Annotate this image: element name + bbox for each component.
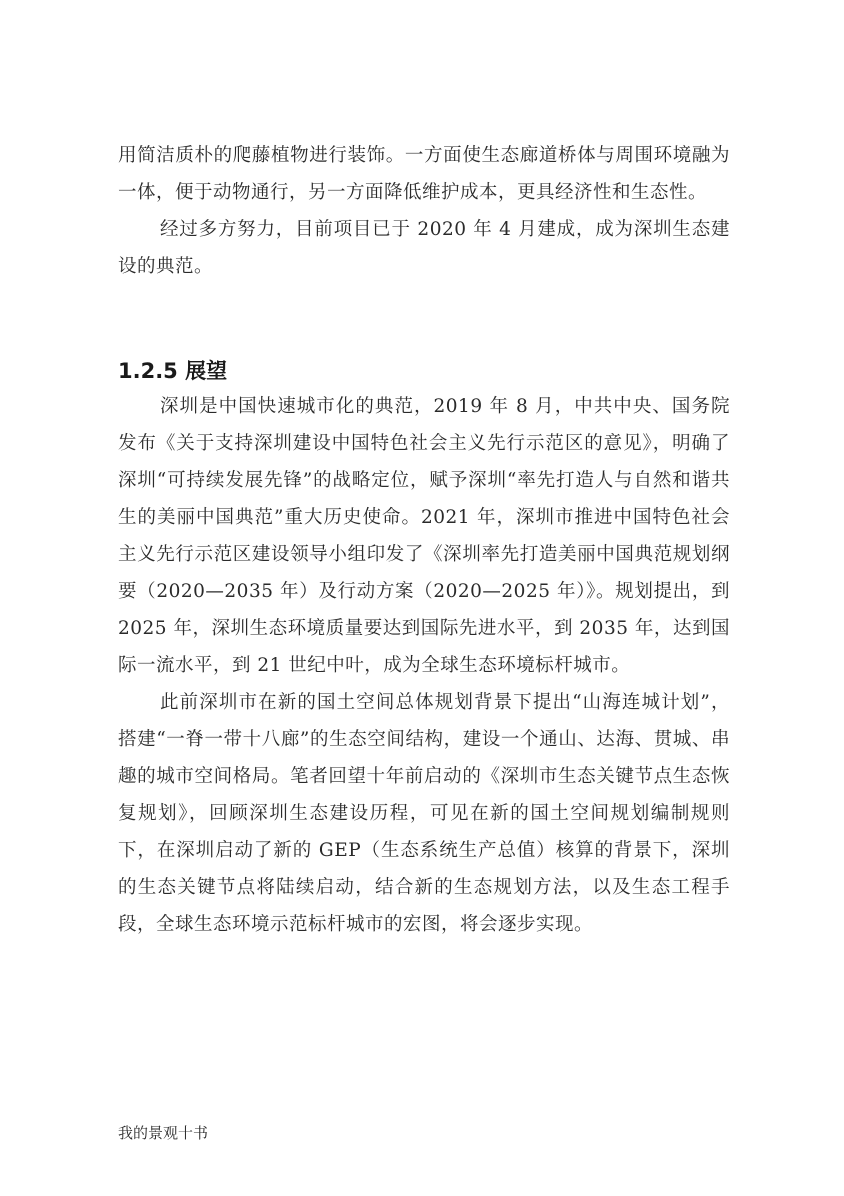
outlook-section: [118, 388, 730, 943]
outlook-paragraph-1: 深圳是中国快速城市化的典范，2019 年 8 月，中共中央、国务院发布《关于支持深圳建设中国特色社会主义先行示范区的意见》，明确了深圳“可持续发展先锋”的战略定位，赋予深圳“率先打造人与自然和谐共生的美丽中国典范”重大历史使命。2021 年，深圳市推进中国特色社会主义先行示范区建设领导小组印发了《深圳率先打造美丽中国典范规划纲要（2020—2035 年）及行动方案（2020—2025 年）》。规划提出，到 2025 年，深圳生态环境质量要达到国际先进水平，到 2035 年，达到国际一流水平，到 21 世纪中叶，成为全球生态环境标杆城市。: [118, 396, 730, 676]
intro-paragraph-continued: 用简洁质朴的爬藤植物进行装饰。一方面使生态廊道桥体与周围环境融为一体，便于动物通行，另一方面降低维护成本，更具经济性和生态性。: [118, 145, 730, 203]
section-heading: 1.2.5 展望: [118, 359, 228, 383]
intro-section: [118, 137, 730, 285]
outlook-paragraph-2: 此前深圳市在新的国土空间总体规划背景下提出“山海连城计划”，搭建“一脊一带十八廊”的生态空间结构，建设一个通山、达海、贯城、串趣的城市空间格局。笔者回望十年前启动的《深圳市生态关键节点生态恢复规划》，回顾深圳生态建设历程，可见在新的国土空间规划编制规则下，在深圳启动了新的 GEP（生态系统生产总值）核算的背景下，深圳的生态关键节点将陆续启动，结合新的生态规划方法，以及生态工程手段，全球生态环境示范标杆城市的宏图，将会逐步实现。: [118, 692, 730, 935]
page-footer-book-title: 我的景观十书: [118, 1124, 209, 1142]
intro-paragraph-completion: 经过多方努力，目前项目已于 2020 年 4 月建成，成为深圳生态建设的典范。: [118, 219, 730, 277]
